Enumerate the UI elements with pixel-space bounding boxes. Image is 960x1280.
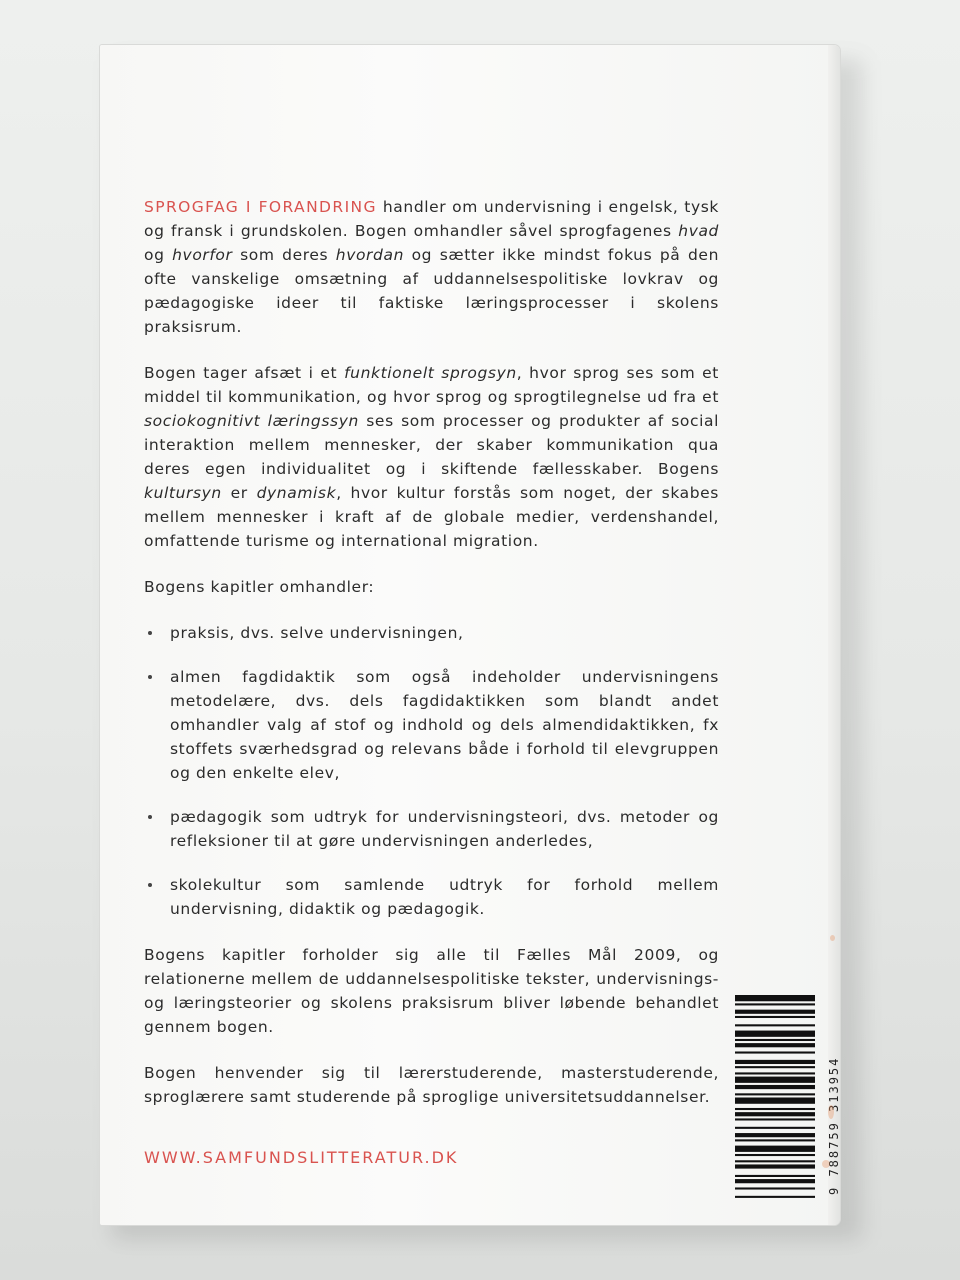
text-span: som deres (232, 246, 336, 264)
barcode-bar (735, 1051, 815, 1053)
text-span: Bogen tager afsæt i et (144, 364, 345, 382)
italic-span: hvordan (335, 246, 404, 264)
barcode-graphic (735, 995, 815, 1200)
italic-span: hvorfor (172, 246, 233, 264)
barcode-bar (735, 1016, 815, 1018)
barcode-bar (735, 1139, 815, 1141)
barcode-bar (735, 1118, 815, 1120)
barcode-bar (735, 1077, 815, 1083)
stain-mark (828, 1105, 834, 1119)
barcode-bar (735, 1154, 815, 1156)
barcode-bar (735, 1112, 815, 1116)
barcode-bar (735, 995, 815, 1001)
text-span: er (221, 484, 257, 502)
barcode-bar (735, 1010, 815, 1014)
text-span: ses som processer og produkter af social interaktion mellem mennesker, der skaber kommunikation qua deres egen individualitet og i skiftende fællesskaber. Bogens (144, 412, 719, 478)
italic-span: hvad (678, 222, 719, 240)
publisher-website: WWW.SAMFUNDSLITTERATUR.DK (144, 1148, 459, 1167)
book-title: SPROGFAG I FORANDRING (144, 198, 377, 216)
barcode-bar (735, 1093, 815, 1095)
barcode-bar (735, 1164, 815, 1168)
italic-span: sociokognitivt læringssyn (144, 412, 359, 430)
chapter-list (144, 621, 719, 921)
barcode-bar (735, 1179, 815, 1183)
book-edge (828, 45, 840, 1225)
list-item: almen fagdidaktik som også indeholder undervisningens metodelære, dvs. dels fagdidaktikken som blandt andet omhandler valg af stof og indhold og dels almendidaktikken, fx stoffets sværhedsgrad og relevans både i forhold til elevgruppen og den enkelte elev, (144, 665, 719, 785)
paragraph-faelles-maal: Bogens kapitler forholder sig alle til Fælles Mål 2009, og relationerne mellem de uddannelsespolitiske tekster, undervisnings- og læringsteorier og skolens praksisrum bliver løbende behandlet gennem bogen. (144, 946, 719, 1036)
barcode-bar (735, 1085, 815, 1089)
paragraph-audience: Bogen henvender sig til lærerstuderende, masterstuderende, sproglærere samt studerende på sproglige universitetsuddannelser. (144, 1064, 719, 1106)
text-span: , hvor kultur forstås som noget, der skabes mellem mennesker i kraft af de globale medier, verdenshandel, omfattende turisme og international migration. (144, 484, 719, 550)
stain-mark (830, 935, 835, 941)
barcode-bar (735, 1060, 815, 1064)
barcode-bar (735, 1024, 815, 1026)
paragraph-intro (144, 195, 719, 339)
barcode-bar (735, 1003, 815, 1005)
italic-span: funktionelt sprogsyn (344, 364, 517, 382)
list-item: skolekultur som samlende udtryk for forhold mellem undervisning, didaktik og pædagogik. (144, 873, 719, 921)
stain-mark (822, 1160, 830, 1168)
list-item: pædagogik som udtryk for undervisningsteori, dvs. metoder og refleksioner til at gøre undervisningen anderledes, (144, 805, 719, 853)
barcode-bar (735, 1160, 815, 1162)
paragraph-sprogsyn (144, 361, 719, 553)
text-span: og (144, 246, 173, 264)
barcode-bar (735, 1043, 815, 1047)
text-span: handler om undervisning i engelsk, tysk og fransk i grundskolen. Bogen omhandler såvel sprogfagenes (144, 198, 719, 240)
text-span: og sætter ikke mindst fokus på den ofte vanskelige omsætning af uddannelsespolitiske lovkrav og pædagogiske ideer til faktiske læringsprocesser i skolens praksisrum. (144, 246, 719, 336)
barcode-bar (735, 1196, 815, 1198)
paragraph-chapters-intro: Bogens kapitler omhandler: (144, 578, 375, 596)
blurb-text (144, 195, 719, 1131)
barcode-bar (735, 1175, 815, 1177)
italic-span: kultursyn (144, 484, 222, 502)
barcode-bar (735, 1031, 815, 1037)
list-item: praksis, dvs. selve undervisningen, (144, 621, 719, 645)
barcode-bar (735, 1039, 815, 1041)
barcode-bar (735, 1146, 815, 1152)
barcode-bar (735, 1066, 815, 1068)
text-span: , hvor sprog ses som et middel til kommunikation, og hvor sprog og sprogtilegnelse ud fra et (144, 364, 719, 406)
isbn-digits: 9 788759 313954 (827, 1056, 841, 1195)
book-back-cover (100, 45, 840, 1225)
barcode-bar (735, 1127, 815, 1129)
italic-span: dynamisk (256, 484, 337, 502)
barcode-bar (735, 1133, 815, 1137)
barcode-bar (735, 1098, 815, 1104)
barcode-bar (735, 1108, 815, 1110)
barcode-bar (735, 1187, 815, 1189)
barcode-bar (735, 1072, 815, 1074)
